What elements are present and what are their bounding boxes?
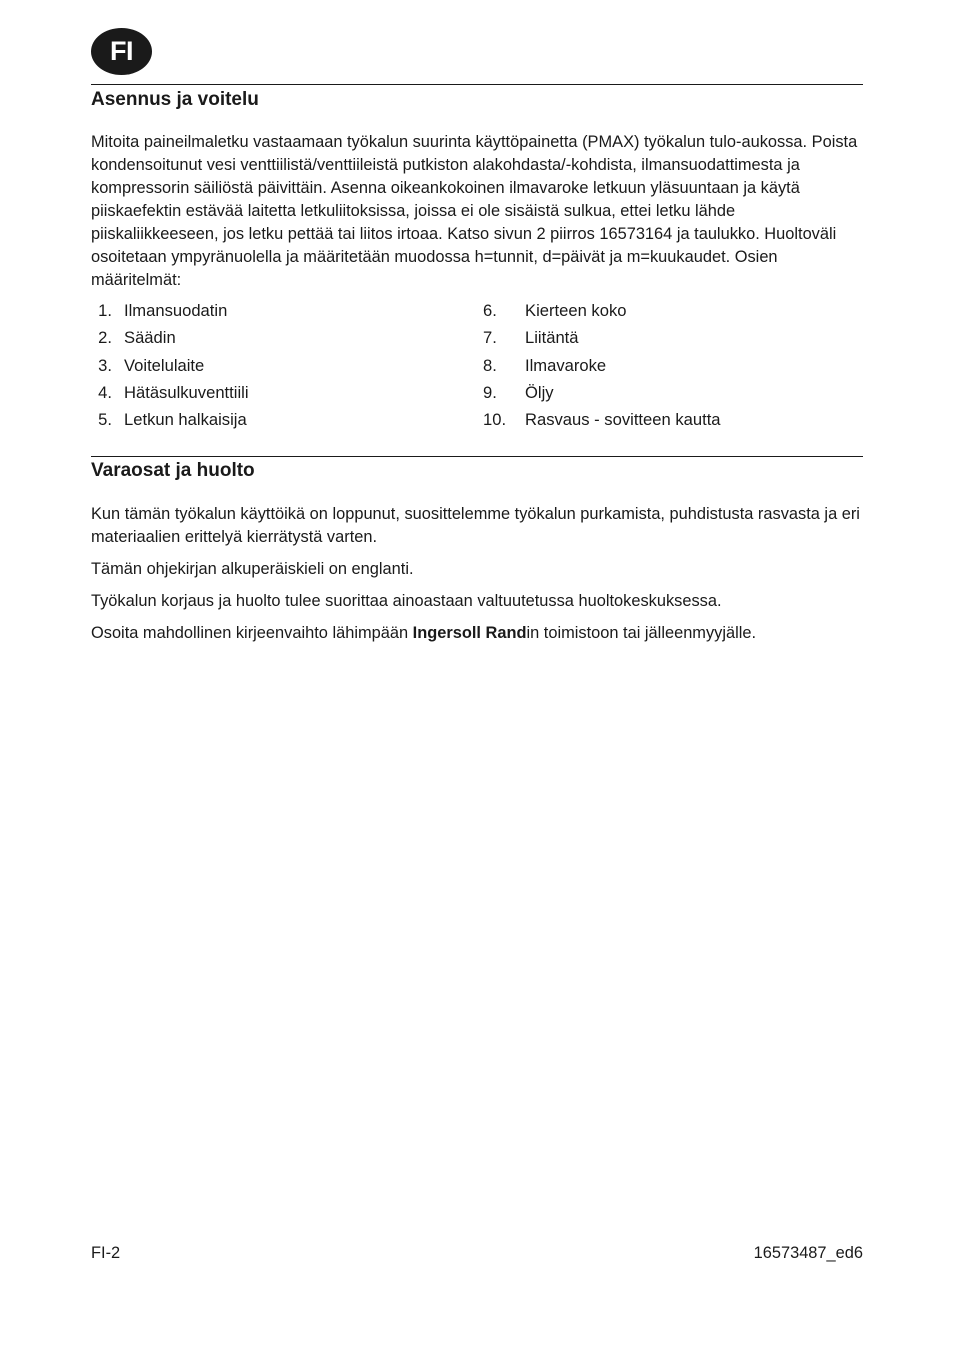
maintenance-paragraph-language: Tämän ohjekirjan alkuperäiskieli on englanti. xyxy=(91,560,414,578)
list-item-number: 2. xyxy=(98,328,112,348)
list-item-label: Letkun halkaisija xyxy=(124,410,247,430)
list-item: 7. Liitäntä xyxy=(483,324,721,351)
page-number: FI-2 xyxy=(91,1244,121,1262)
list-item xyxy=(91,297,249,324)
list-item: 9. Öljy xyxy=(483,379,721,406)
section-divider xyxy=(91,456,863,457)
list-item-label: Liitäntä xyxy=(525,328,579,348)
section-heading-parts-maintenance: Varaosat ja huolto xyxy=(91,460,255,481)
contact-text-before: Osoita mahdollinen kirjeenvaihto lähimpään xyxy=(91,624,413,642)
language-badge-label: FI xyxy=(110,36,133,66)
list-item-label: Kierteen koko xyxy=(525,301,627,320)
list-item-label: Öljy xyxy=(525,382,554,402)
contact-text-after: in toimistoon tai jälleenmyyjälle. xyxy=(526,624,757,642)
list-item-label: Rasvaus - sovitteen kautta xyxy=(525,410,721,430)
list-item: 6. Kierteen koko xyxy=(483,297,721,324)
list-item-label: Ilmansuodatin xyxy=(124,301,228,320)
list-item xyxy=(91,324,249,351)
list-item-label: Säädin xyxy=(124,328,176,348)
list-item-number: 4. xyxy=(98,382,112,402)
list-item-number: 3. xyxy=(98,355,112,375)
list-item-label: Ilmavaroke xyxy=(525,355,607,375)
list-item-number: 5. xyxy=(98,410,112,430)
parts-list-right xyxy=(483,297,721,433)
maintenance-paragraph-contact xyxy=(91,622,863,645)
list-item: 8. Ilmavaroke xyxy=(483,352,721,379)
language-badge xyxy=(91,28,152,75)
maintenance-paragraph-service: Työkalun korjaus ja huolto tulee suorittaa ainoastaan valtuutetussa huoltokeskuksessa. xyxy=(91,592,722,610)
list-item xyxy=(91,379,249,406)
brand-name: Ingersoll Rand xyxy=(412,624,527,642)
document-id: 16573487_ed6 xyxy=(753,1244,863,1262)
section-heading-installation: Asennus ja voitelu xyxy=(91,89,259,110)
list-item-label: Hätäsulkuventtiili xyxy=(124,382,249,402)
list-item-label: Voitelulaite xyxy=(124,355,205,375)
list-item-number: 1. xyxy=(98,301,112,320)
maintenance-paragraph-recycling: Kun tämän työkalun käyttöikä on loppunut, suosittelemme työkalun purkamista, puhdistusta rasvasta ja eri materiaalien erittelyä kierrätystä varten. xyxy=(91,505,860,546)
list-item xyxy=(91,406,249,433)
list-item xyxy=(91,352,249,379)
parts-list-left xyxy=(91,297,249,433)
installation-paragraph: Mitoita paineilmaletku vastaamaan työkalun suurinta käyttöpainetta (PMAX) työkalun tulo-aukossa. Poista kondensoitunut vesi venttiilistä/venttiileistä putkiston alakohdasta/-kohdista, ilmansuodattimesta ja kompressorin säiliöstä päivittäin. Asenna oikeankokoinen ilmavaroke letkuun yläsuuntaan ja käytä piiskaefektin estävää laitetta letkuliitoksissa, joissa ei ole sisäistä sulkua, ettei letku lähde piiskaliikkeeseen, jos letku pettää tai liitos irtoaa. Katso sivun 2 piirros 16573164 ja taulukko. Huoltoväli osoitetaan ympyränuolella ja määritetään muodossa h=tunnit, d=päivät ja m=kuukaudet. Osien määritelmät: xyxy=(91,133,858,289)
section-divider xyxy=(91,84,863,85)
list-item: 10. Rasvaus - sovitteen kautta xyxy=(483,406,721,433)
